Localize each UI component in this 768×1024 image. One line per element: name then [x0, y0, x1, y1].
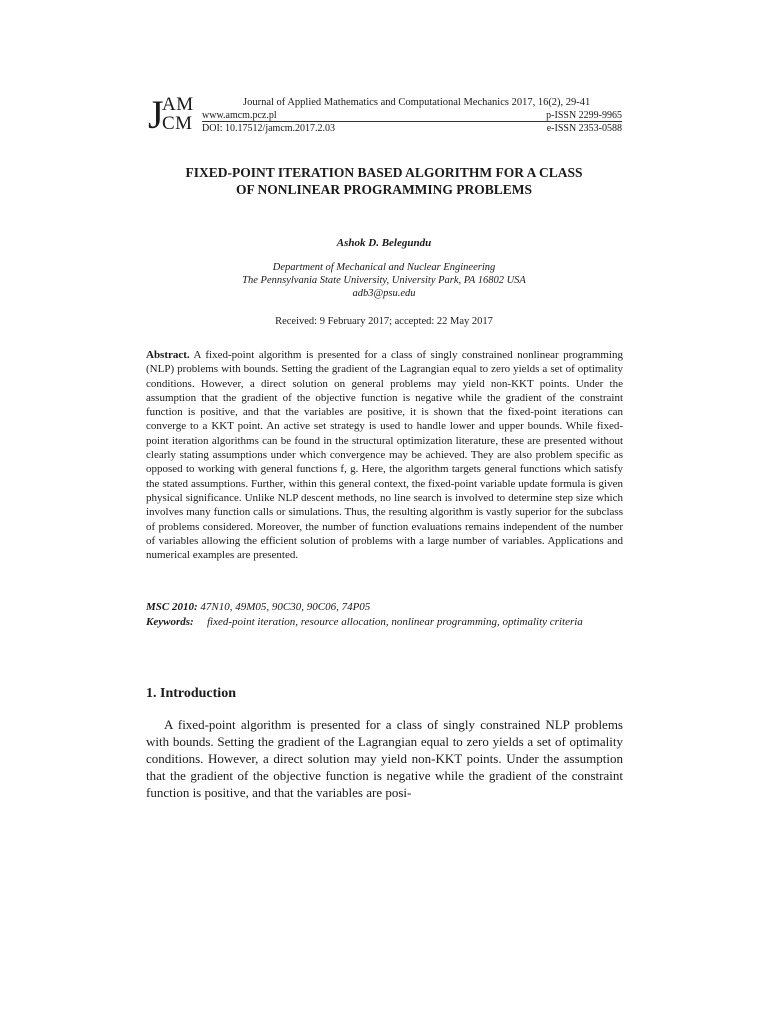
msc-codes: 47N10, 49M05, 90C30, 90C06, 74P05	[197, 601, 371, 613]
abstract	[146, 348, 623, 562]
paper-title-line-1: FIXED-POINT ITERATION BASED ALGORITHM FOR A CLASS	[185, 165, 583, 180]
introduction-paragraph: A fixed-point algorithm is presented for a class of singly constrained NLP problems with bounds. Setting the gradient of the Lagrangian equal to zero yields a set of optimality conditions. However, a direct solution may yield non-KKT points. Under the assumption that the gradient of the objective function is negative while the gradient of the constraint function is positive, and that the variables are posi-	[146, 717, 623, 800]
paper-title-line-2: OF NONLINEAR PROGRAMMING PROBLEMS	[235, 182, 533, 197]
header-divider	[202, 121, 622, 122]
msc-classification	[146, 601, 370, 613]
doi[interactable]: DOI: 10.17512/jamcm.2017.2.03	[202, 123, 336, 134]
author-department: Department of Mechanical and Nuclear Engineering	[272, 262, 496, 273]
author-email[interactable]: adb3@psu.edu	[352, 288, 416, 299]
journal-citation: Journal of Applied Mathematics and Computational Mechanics 2017, 16(2), 29-41	[243, 97, 591, 108]
received-dates: Received: 9 February 2017; accepted: 22 May 2017	[275, 316, 493, 327]
abstract-text: A fixed-point algorithm is presented for a class of singly constrained nonlinear programming (NLP) problems with bounds. Setting the gradient of the Lagrangian equal to zero yields a set of optimality conditions. However, a direct solution on general problems may yield non-KKT points. Under the assumption that the gradient of the objective function is negative while the gradient of the constraint function is positive, and that the variables are positive, it is shown that the fixed-point iterations can converge to a KKT point. An active set strategy is used to handle lower and upper bounds. While fixed-point iteration algorithms can be found in the structural optimization literature, these are presented without clearly stating assumptions under which convergence may be achieved. They are also problem specific as opposed to working with general functions f, g. Here, the algorithm targets general functions which satisfy the stated assumptions. Further, within this general context, the fixed-point variable update formula is given physical significance. Unlike NLP descent methods, no line search is involved to determine step size which involves many function calls or simulations. Thus, the resulting algorithm is vastly superior for the subclass of problems considered. Moreover, the number of function evaluations remains independent of the number of variables allowing the efficient solution of problems with a large number of variables. Applications and numerical examples are presented.	[146, 349, 623, 562]
logo-letter-j: J	[148, 92, 164, 137]
print-issn: p-ISSN 2299-9965	[546, 110, 622, 121]
journal-website[interactable]: www.amcm.pcz.pl	[202, 110, 277, 121]
keywords-label: Keywords:	[146, 616, 194, 628]
msc-label: MSC 2010:	[146, 601, 198, 613]
electronic-issn: e-ISSN 2353-0588	[546, 123, 622, 134]
author-university: The Pennsylvania State University, University Park, PA 16802 USA	[242, 275, 526, 286]
journal-logo	[148, 92, 200, 139]
author-name: Ashok D. Belegundu	[336, 237, 432, 249]
logo-letters-am: AM	[162, 94, 194, 115]
logo-letters-cm: CM	[162, 113, 193, 134]
section-heading-introduction: 1. Introduction	[146, 686, 236, 701]
keywords-text: fixed-point iteration, resource allocation, nonlinear programming, optimality criteria	[207, 616, 583, 628]
abstract-label: Abstract.	[146, 349, 190, 361]
